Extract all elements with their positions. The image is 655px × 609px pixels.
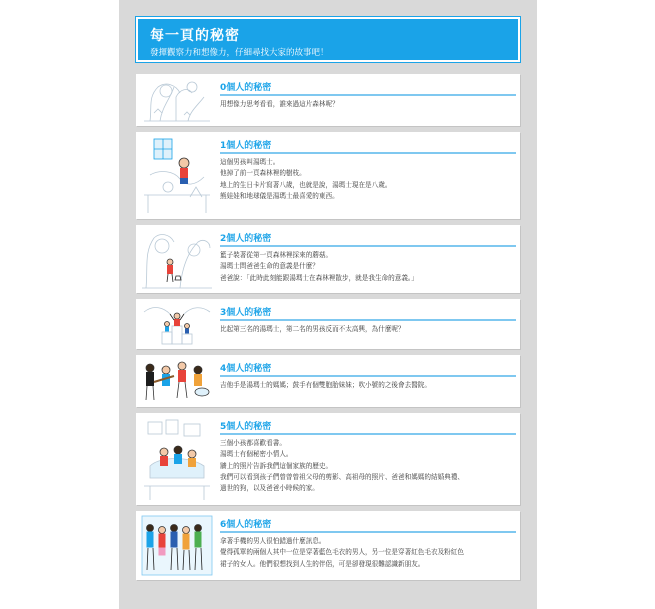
section-heading-0: 0個人的秘密	[220, 83, 272, 93]
section-line: 湯瑪士問爸爸生命的意義是什麼？	[220, 262, 319, 271]
section-line: 覺得孤單的兩個人其中一位是穿著藍色毛衣的男人，另一位是穿著紅色毛衣及粉紅色	[220, 548, 464, 557]
section-divider-3	[220, 319, 516, 321]
section-card-0	[136, 74, 520, 126]
section-line: 爸爸說：「此時此刻能跟湯瑪士在森林裡散步，就是我生命的意義。」	[220, 273, 418, 282]
section-card-1	[136, 132, 520, 219]
section-divider-1	[220, 152, 516, 154]
page-subtitle: 發揮觀察力和想像力，仔細尋找大家的故事吧！	[150, 48, 329, 58]
section-card-5	[136, 413, 520, 505]
section-line: 我們可以看到孩子們曾曾曾祖父母的剪影、高祖母的照片、爸爸和媽媽的結婚典禮、	[220, 472, 464, 481]
section-card-2	[136, 225, 520, 293]
section-line: 裙子的女人。他們很想找到人生的伴侶，可是卻發現很難認識新朋友。	[220, 559, 425, 568]
section-divider-4	[220, 375, 516, 377]
section-body-0	[220, 99, 512, 110]
section-body-1	[220, 157, 512, 202]
section-body-4	[220, 380, 512, 391]
section-line: 這個男孩叫湯瑪士。	[220, 158, 280, 166]
section-card-3	[136, 299, 520, 349]
family-reading-illustration	[140, 416, 214, 502]
father-son-forest-illustration	[140, 228, 214, 290]
section-heading-4: 4個人的秘密	[220, 364, 272, 374]
header-banner	[136, 17, 520, 62]
section-divider-0	[220, 94, 516, 96]
section-line: 籃子裝著從第一頁森林裡採來的蘑菇。	[220, 251, 333, 259]
page-title: 每一頁的秘密	[150, 28, 240, 44]
section-line: 他掉了前一頁森林裡的樹枝。	[220, 169, 306, 178]
podium-illustration	[140, 302, 214, 346]
section-heading-1: 1個人的秘密	[220, 141, 272, 151]
section-body-5	[220, 438, 512, 494]
section-divider-2	[220, 245, 516, 247]
section-body-3	[220, 324, 512, 335]
section-card-4	[136, 355, 520, 407]
section-line: 三個小孩都喜歡看書。	[220, 439, 286, 447]
section-heading-5: 5個人的秘密	[220, 422, 272, 432]
section-line: 過世的狗，以及爸爸小時候的家。	[220, 484, 319, 493]
section-divider-5	[220, 433, 516, 435]
section-line: 用想像力思考看看，誰來過這片森林呢？	[220, 100, 339, 108]
section-line: 牆上的照片告訴我們這個家族的歷史。	[220, 461, 333, 470]
section-line: 吉他手是湯瑪士的媽媽；鼓手有個雙胞胎妹妹；吹小號的之後會去醫院。	[220, 381, 431, 389]
section-line: 地上的生日卡片寫著八歲，也就是說，湯瑪士現在是八歲。	[220, 180, 392, 189]
section-divider-6	[220, 531, 516, 533]
section-body-2	[220, 250, 512, 284]
section-line: 湯瑪士有個秘密小情人。	[220, 450, 293, 459]
crowd-illustration	[140, 514, 214, 577]
band-illustration	[140, 358, 214, 404]
section-line: 熊娃娃和地球儀是湯瑪士最喜愛的東西。	[220, 191, 339, 200]
section-body-6	[220, 536, 512, 570]
section-line: 拿著手機的男人很怕錯過什麼訊息。	[220, 537, 326, 545]
section-card-6	[136, 511, 520, 580]
section-line: 比起第三名的湯瑪士，第二名的男孩反而不太高興，為什麼呢？	[220, 325, 405, 333]
boy-room-illustration	[140, 135, 214, 216]
forest-illustration	[140, 77, 214, 123]
section-heading-6: 6個人的秘密	[220, 520, 272, 530]
section-heading-3: 3個人的秘密	[220, 308, 272, 318]
section-heading-2: 2個人的秘密	[220, 234, 272, 244]
